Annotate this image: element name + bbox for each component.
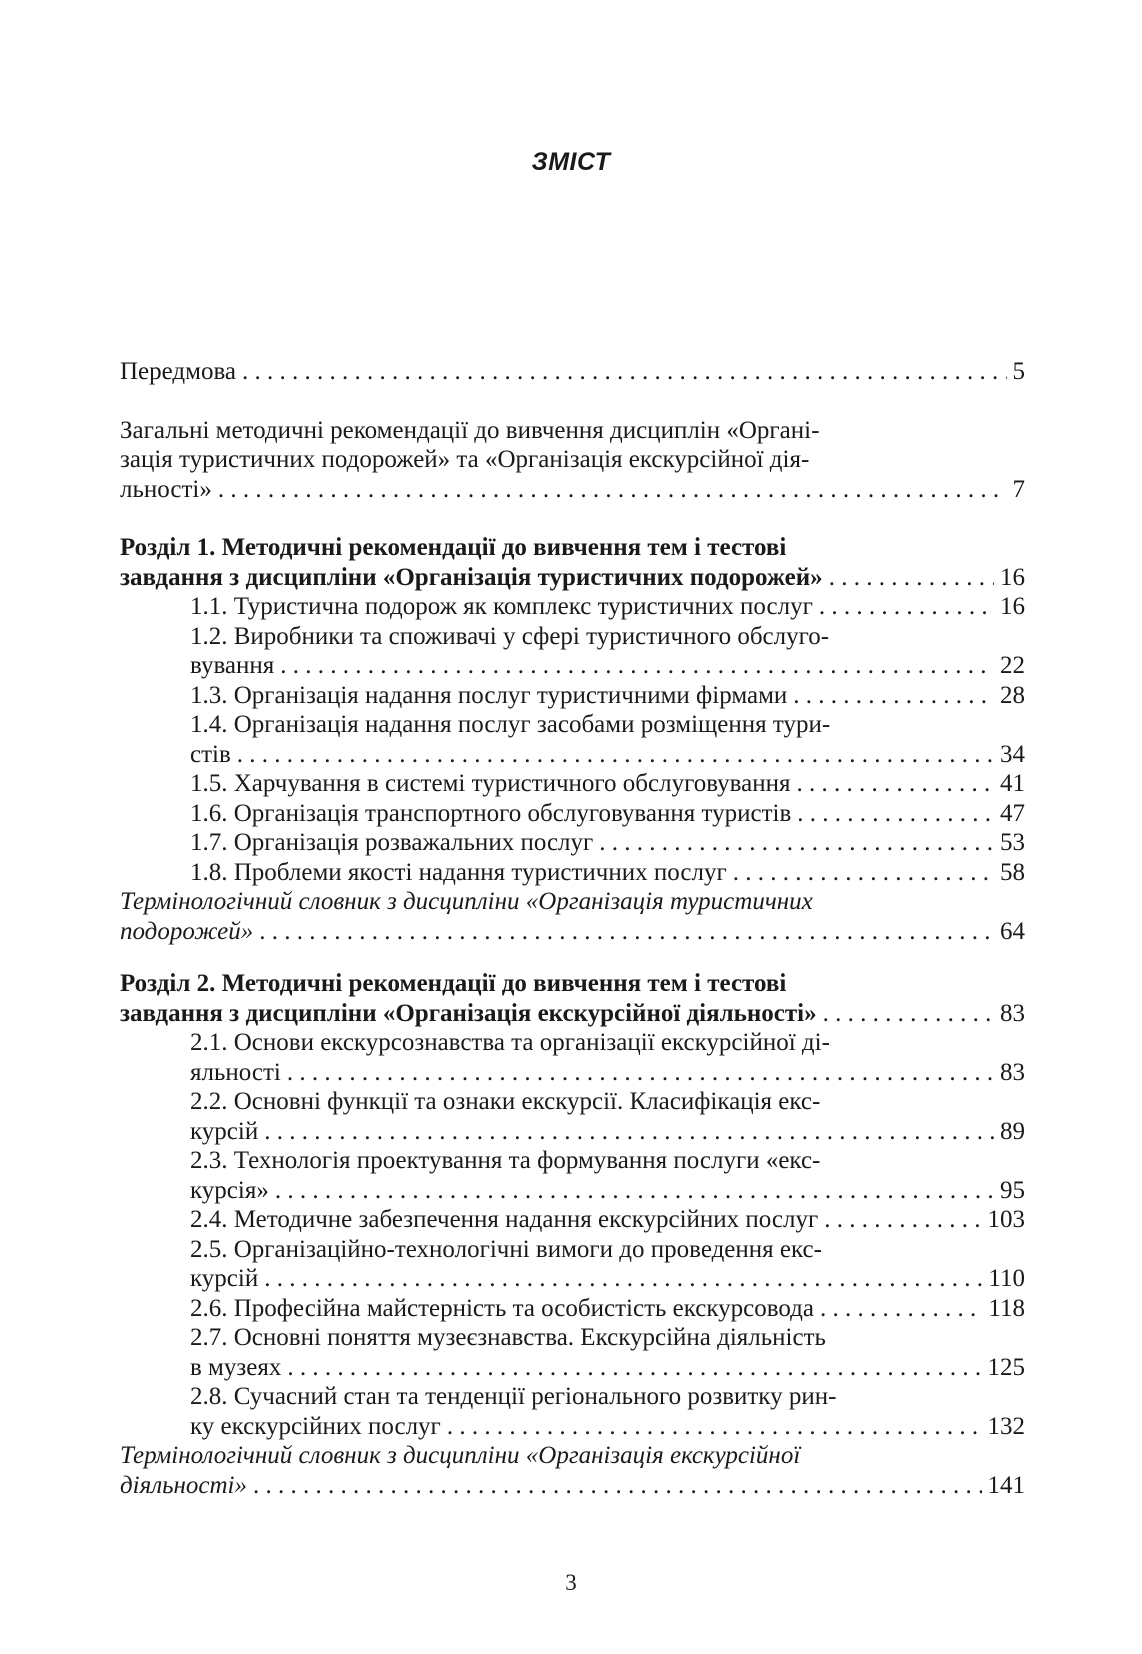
- toc-page-number: 64: [1000, 917, 1025, 945]
- toc-page-number: 5: [1012, 358, 1025, 385]
- toc-entry-text: Передмова: [120, 358, 237, 385]
- toc-entry-line: Загальні методичні рекомендації до вивчення дисциплін «Органі-: [120, 416, 820, 444]
- toc-subsection-2-1[interactable]: [120, 1028, 1025, 1087]
- toc-subsection-1-2[interactable]: [120, 622, 1025, 681]
- dot-leader: [242, 357, 1006, 387]
- toc-section-1-heading[interactable]: [120, 533, 1025, 592]
- toc-page-number: 110: [988, 1265, 1025, 1292]
- toc-page-number: 141: [987, 1471, 1025, 1499]
- toc-entry-text: курсій: [190, 1265, 259, 1292]
- toc-entry-line: Розділ 1. Методичні рекомендації до вивчення тем і тестові: [120, 534, 787, 561]
- toc-entry-text: курсій: [190, 1117, 259, 1145]
- dot-leader: [280, 651, 994, 681]
- dot-leader: [447, 1412, 982, 1442]
- toc-page-number: 28: [1000, 681, 1025, 709]
- toc-page-number: 83: [1000, 1058, 1025, 1086]
- toc-entry-text: діяльності»: [120, 1471, 247, 1499]
- dot-leader: [275, 1176, 994, 1206]
- toc-glossary-1[interactable]: [120, 887, 1025, 946]
- toc-entry-text: завдання з дисципліни «Організація екскурсійної діяльності»: [120, 999, 817, 1027]
- toc-entry-line: 1.2. Виробники та споживачі у сфері туристичного обслуго-: [190, 622, 830, 650]
- dot-leader: [819, 592, 994, 622]
- toc-page-number: 7: [1012, 475, 1025, 503]
- toc-entry-text: завдання з дисципліни «Організація туристичних подорожей»: [120, 563, 823, 591]
- dot-leader: [733, 858, 994, 888]
- toc-entry-line: 2.3. Технологія проектування та формування послуги «екс-: [190, 1147, 821, 1174]
- dot-leader: [264, 1117, 994, 1147]
- toc-subsection-2-6[interactable]: [120, 1294, 1025, 1324]
- toc-page-number: 103: [987, 1206, 1025, 1233]
- dot-leader: [264, 1264, 982, 1294]
- toc-section-2-heading[interactable]: [120, 969, 1025, 1028]
- dot-leader: [829, 563, 994, 593]
- toc-page-number: 58: [1000, 858, 1025, 886]
- toc-subsection-1-7[interactable]: [120, 828, 1025, 858]
- toc-page-number: 83: [1000, 999, 1025, 1027]
- toc-subsection-1-1[interactable]: [120, 592, 1025, 622]
- toc-entry-text: курсія»: [190, 1176, 269, 1204]
- dot-leader: [237, 740, 994, 770]
- toc-subsection-1-8[interactable]: [120, 858, 1025, 888]
- toc-glossary-2[interactable]: [120, 1441, 1025, 1500]
- toc-entry-text: вування: [190, 652, 275, 679]
- toc-subsection-1-3[interactable]: [120, 681, 1025, 711]
- toc-entry-line: Розділ 2. Методичні рекомендації до вивчення тем і тестові: [120, 970, 787, 997]
- toc-page-number: 53: [1000, 829, 1025, 856]
- dot-leader: [599, 828, 994, 858]
- toc-entry-line: Термінологічний словник з дисципліни «Організація туристичних: [120, 888, 813, 915]
- toc-entry-line: 2.7. Основні поняття музеєзнавства. Екскурсійна діяльність: [190, 1324, 826, 1351]
- toc-entry-preface[interactable]: [120, 357, 1025, 387]
- dot-leader: [823, 999, 994, 1029]
- toc-entry-line: 2.8. Сучасний стан та тенденції регіонального розвитку рин-: [190, 1383, 837, 1410]
- dot-leader: [287, 1058, 994, 1088]
- toc-subsection-2-4[interactable]: [120, 1205, 1025, 1235]
- dot-leader: [820, 1294, 982, 1324]
- toc-entry-text: стів: [190, 740, 231, 768]
- toc-subsection-2-3[interactable]: [120, 1146, 1025, 1205]
- toc-subsection-2-5[interactable]: [120, 1235, 1025, 1294]
- toc-entry-line: 2.1. Основи екскурсознавства та організації екскурсійної ді-: [190, 1029, 830, 1056]
- toc-entry-text: 1.3. Організація надання послуг туристичними фірмами: [190, 681, 788, 709]
- toc-subsection-1-5[interactable]: [120, 769, 1025, 799]
- toc-entry-text: 2.4. Методичне забезпечення надання екскурсійних послуг: [190, 1206, 819, 1233]
- toc-entry-line: зація туристичних подорожей» та «Організація екскурсійної дія-: [120, 446, 810, 473]
- toc-subsection-2-8[interactable]: [120, 1382, 1025, 1441]
- toc-page-number: 89: [1000, 1117, 1025, 1145]
- toc-entry-text: 1.1. Туристична подорож як комплекс туристичних послуг: [190, 593, 813, 620]
- toc-page-number: 22: [1000, 652, 1025, 679]
- toc-entry-text: ку екскурсійних послуг: [190, 1412, 441, 1440]
- toc-page-number: 16: [1000, 593, 1025, 620]
- toc-subsection-2-7[interactable]: [120, 1323, 1025, 1382]
- dot-leader: [824, 1205, 981, 1235]
- toc-entry-line: 2.5. Організаційно-технологічні вимоги до проведення екс-: [190, 1235, 822, 1263]
- toc-page-number: 34: [1000, 740, 1025, 768]
- page-number: 3: [565, 1570, 577, 1595]
- toc-entry-text: 2.6. Професійна майстерність та особистість екскурсовода: [190, 1294, 814, 1322]
- toc-entry-line: 1.4. Організація надання послуг засобами розміщення тури-: [190, 711, 831, 738]
- dot-leader: [287, 1353, 981, 1383]
- page-title: ЗМІСТ: [531, 148, 611, 176]
- toc-subsection-1-6[interactable]: [120, 799, 1025, 829]
- table-of-contents: [120, 357, 1025, 1500]
- toc-page-number: 41: [1000, 770, 1025, 797]
- dot-leader: [259, 917, 994, 947]
- dot-leader: [253, 1471, 982, 1501]
- dot-leader: [797, 799, 994, 829]
- toc-entry-text: в музеях: [190, 1353, 282, 1381]
- dot-leader: [797, 769, 994, 799]
- toc-entry-text: 1.7. Організація розважальних послуг: [190, 829, 594, 856]
- toc-subsection-1-4[interactable]: [120, 710, 1025, 769]
- toc-page-number: 118: [988, 1294, 1025, 1322]
- dot-leader: [218, 475, 1007, 505]
- toc-page-number: 125: [987, 1353, 1025, 1381]
- toc-entry-text: льності»: [120, 475, 212, 503]
- toc-page-number: 47: [1000, 799, 1025, 827]
- toc-entry-general[interactable]: [120, 416, 1025, 505]
- dot-leader: [793, 681, 994, 711]
- toc-entry-text: подорожей»: [120, 917, 254, 945]
- toc-page-number: 16: [1000, 563, 1025, 591]
- toc-entry-line: 2.2. Основні функції та ознаки екскурсії. Класифікація екс-: [190, 1088, 821, 1115]
- toc-subsection-2-2[interactable]: [120, 1087, 1025, 1146]
- toc-entry-text: 1.6. Організація транспортного обслуговування туристів: [190, 799, 792, 827]
- toc-entry-line: Термінологічний словник з дисципліни «Організація екскурсійної: [120, 1442, 801, 1469]
- toc-page-number: 132: [987, 1412, 1025, 1440]
- toc-entry-text: 1.5. Харчування в системі туристичного обслуговування: [190, 770, 791, 797]
- toc-page-number: 95: [1000, 1176, 1025, 1204]
- toc-entry-text: яльності: [190, 1058, 281, 1086]
- toc-entry-text: 1.8. Проблеми якості надання туристичних послуг: [190, 858, 727, 886]
